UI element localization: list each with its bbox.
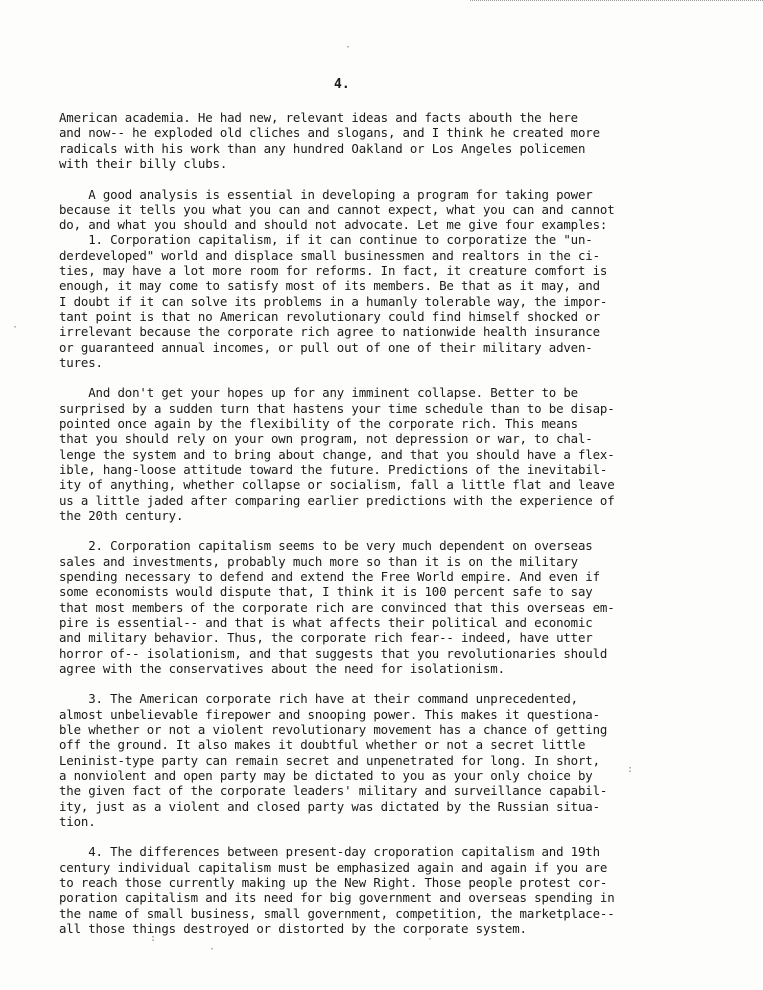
text-line: I doubt if it can solve its problems in a humanly tolerable way, the impor-: [59, 293, 608, 309]
scan-speck: ·: [12, 322, 19, 333]
text-line: century individual capitalism must be emphasized again and again if you are: [59, 859, 608, 875]
text-line: the given fact of the corporate leaders' military and surveillance capabil-: [59, 783, 608, 799]
text-line: American academia. He had new, relevant ideas and facts abouth the here: [59, 110, 578, 125]
text-line: 4. The differences between present-day croporation capitalism and 19th: [59, 844, 600, 860]
text-line: us a little jaded after comparing earlier predictions with the experience of: [59, 492, 615, 508]
text-line: 2. Corporation capitalism seems to be very much dependent on overseas: [59, 538, 593, 554]
text-line: ties, may have a lot more room for reforms. In fact, it creature comfort is: [59, 263, 608, 278]
text-line: that you should rely on your own program, not depression or war, to chal-: [59, 431, 593, 447]
text-line: surprised by a sudden turn that hastens your time schedule than to be disap-: [59, 400, 615, 416]
text-line: 1. Corporation capitalism, if it can continue to corporatize the "un-: [59, 232, 593, 248]
scan-speck: ·: [427, 934, 434, 945]
text-line: spending necessary to defend and extend the Free World empire. And even if: [59, 569, 600, 584]
scan-speck: :: [150, 933, 157, 944]
text-line: radicals with his work than any hundred Oakland or Los Angeles policemen: [59, 140, 586, 156]
text-line: And don't get your hopes up for any imminent collapse. Better to be: [59, 385, 578, 401]
scan-speck: :: [627, 764, 634, 775]
text-line: tant point is that no American revolutionary could find himself shocked or: [59, 308, 600, 324]
text-line: horror of-- isolationism, and that suggests that you revolutionaries should: [59, 645, 608, 661]
text-line: A good analysis is essential in developing a program for taking power: [59, 186, 593, 202]
text-line: or guaranteed annual incomes, or pull out of one of their military adven-: [59, 339, 593, 355]
scan-speck: ·: [345, 42, 352, 53]
text-line: pointed once again by the flexibility of the corporate rich. This means: [59, 416, 578, 431]
text-line: pire is essential-- and that is what affects their political and economic: [59, 614, 593, 630]
text-line: ble whether or not a violent revolutionary movement has a chance of getting: [59, 722, 608, 737]
text-line: do, and what you should and should not advocate. Let me give four examples:: [59, 217, 608, 233]
text-line: irrelevant because the corporate rich agree to nationwide health insurance: [59, 324, 600, 340]
text-line: lenge the system and to bring about change, and that you should have a flex-: [59, 446, 615, 462]
page-number: 4.: [334, 77, 350, 92]
text-line: tion.: [59, 813, 96, 829]
text-line: some economists would dispute that, I think it is 100 percent safe to say: [59, 584, 593, 600]
scan-edge-mark: [470, 0, 763, 7]
text-line: the 20th century.: [59, 507, 184, 523]
text-line: poration capitalism and its need for big government and overseas spending in: [59, 890, 615, 906]
text-line: to reach those currently making up the New Right. Those people protest cor-: [59, 875, 608, 890]
text-line: tures.: [59, 354, 103, 370]
text-line: Leninist-type party can remain secret and unpenetrated for long. In short,: [59, 752, 600, 768]
text-line: with their billy clubs.: [59, 155, 228, 171]
text-line: ity of anything, whether collapse or socialism, fall a little flat and leave: [59, 477, 615, 493]
text-line: all those things destroyed or distorted by the corporate system.: [59, 920, 527, 936]
scan-speck: ·: [209, 944, 216, 955]
text-line: and military behavior. Thus, the corporate rich fear-- indeed, have utter: [59, 630, 593, 646]
text-line: ity, just as a violent and closed party was dictated by the Russian situa-: [59, 798, 600, 814]
text-line: enough, it may come to satisfy most of its members. Be that as it may, and: [59, 278, 600, 294]
text-line: a nonviolent and open party may be dictated to you as your only choice by: [59, 767, 593, 783]
text-line: because it tells you what you can and cannot expect, what you can and cannot: [59, 201, 615, 217]
text-line: agree with the conservatives about the need for isolationism.: [59, 660, 505, 676]
text-line: derdeveloped" world and displace small businessmen and realtors in the ci-: [59, 247, 600, 263]
text-line: sales and investments, probably much more so than it is on the military: [59, 553, 578, 569]
text-line: the name of small business, small government, competition, the marketplace--: [59, 905, 615, 921]
text-line: that most members of the corporate rich are convinced that this overseas em-: [59, 599, 615, 615]
text-line: ible, hang-loose attitude toward the future. Predictions of the inevitabil-: [59, 461, 608, 477]
text-line: off the ground. It also makes it doubtful whether or not a secret little: [59, 737, 586, 753]
text-line: almost unbelievable firepower and snooping power. This makes it questiona-: [59, 706, 600, 722]
text-line: 3. The American corporate rich have at their command unprecedented,: [59, 691, 578, 707]
text-line: and now-- he exploded old cliches and slogans, and I think he created more: [59, 125, 600, 141]
